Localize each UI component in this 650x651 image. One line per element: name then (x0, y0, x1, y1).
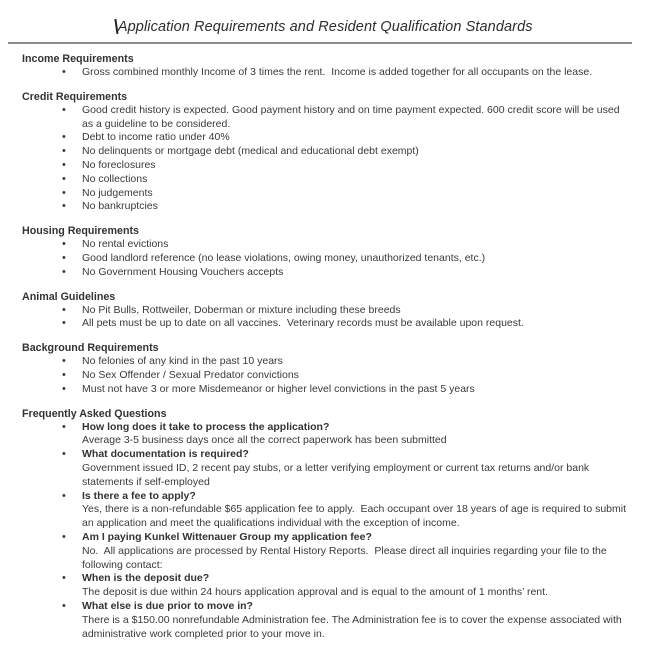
section-heading: Credit Requirements (22, 90, 128, 103)
bullet-list (22, 304, 626, 332)
faq-question: • What documentation is required? (82, 448, 249, 461)
bullet-item: • Good landlord reference (no lease violations, owing money, unauthorized tenants, etc.) (22, 252, 626, 266)
faq-answer: Yes, there is a non-refundable $65 application fee to apply. Each occupant over 18 years of age is required to submit an application and meet the qualifications individual with the exception of income. (82, 503, 629, 530)
page-title: Application Requirements and Resident Qualification Standards (117, 19, 533, 35)
bullet-item: • All pets must be up to date on all vaccines. Veterinary records must be available upon request. (22, 317, 626, 331)
section-faq (22, 407, 629, 642)
title-row (22, 16, 626, 35)
bullet-item: • Must not have 3 or more Misdemeanor or higher level convictions in the past 5 years (22, 383, 626, 397)
sections-container (22, 52, 629, 641)
bullet-item: • Good credit history is expected. Good payment history and on time payment expected. 600 credit score will be used as a guideline to be considered. (22, 104, 626, 132)
faq-answer: No. All applications are processed by Rental History Reports. Please direct all inquiries regarding your file to the following contact: (82, 544, 610, 571)
bullet-item: • No delinquents or mortgage debt (medical and educational debt exempt) (22, 145, 626, 159)
section-heading: Background Requirements (22, 342, 159, 355)
bullet-item: • No Government Housing Vouchers accepts (22, 266, 626, 280)
section (22, 90, 626, 214)
faq-question: • Is there a fee to apply? (82, 489, 196, 502)
bullet-list (22, 104, 626, 214)
faq-item (22, 421, 626, 449)
faq-question: • How long does it take to process the application? (82, 420, 330, 433)
faq-item (22, 531, 626, 572)
section-heading: Income Requirements (22, 53, 134, 65)
faq-question: • Am I paying Kunkel Wittenauer Group my application fee? (82, 530, 372, 543)
section (22, 52, 626, 80)
faq-question: • What else is due prior to move in? (82, 599, 253, 612)
title-divider (8, 42, 632, 44)
faq-list (22, 420, 629, 642)
section-heading: Housing Requirements (22, 225, 139, 238)
faq-item (22, 448, 626, 489)
bullet-item: • No felonies of any kind in the past 10 years (22, 355, 626, 369)
faq-item (22, 489, 629, 531)
faq-item (22, 600, 626, 641)
section-heading: Animal Guidelines (22, 290, 116, 303)
section (22, 290, 626, 332)
faq-answer: Government issued ID, 2 recent pay stubs, or a letter verifying employment or current tax returns and/or bank statements if self-employed (82, 461, 593, 488)
faq-answer: There is a $150.00 nonrefundable Administration fee. The Administration fee is to cover the expense associated with administrative work completed prior to your move in. (82, 613, 625, 640)
bullet-item: • No judgements (22, 187, 626, 201)
faq-heading: Frequently Asked Questions (22, 407, 167, 420)
bullet-list (22, 355, 626, 396)
section (22, 341, 626, 396)
faq-question: • When is the deposit due? (82, 572, 210, 585)
faq-item (22, 572, 626, 600)
faq-answer: The deposit is due within 24 hours application approval and is equal to the amount of 1 months’ rent. (82, 586, 548, 599)
bullet-item: • Debt to income ratio under 40% (22, 131, 626, 145)
bullet-item: • No bankruptcies (22, 200, 626, 214)
section (22, 224, 626, 279)
bullet-item: • No foreclosures (22, 159, 626, 173)
bullet-item: • No Pit Bulls, Rottweiler, Doberman or mixture including these breeds (22, 304, 626, 318)
bullet-list (22, 238, 626, 279)
faq-answer: Average 3-5 business days once all the correct paperwork has been submitted (82, 434, 447, 447)
bullet-item: • No rental evictions (22, 238, 626, 252)
bullet-list (22, 66, 626, 80)
bullet-item: • No collections (22, 173, 626, 187)
bullet-item: • No Sex Offender / Sexual Predator convictions (22, 369, 626, 383)
bullet-item: • Gross combined monthly Income of 3 times the rent. Income is added together for all occupants on the lease. (22, 66, 626, 80)
